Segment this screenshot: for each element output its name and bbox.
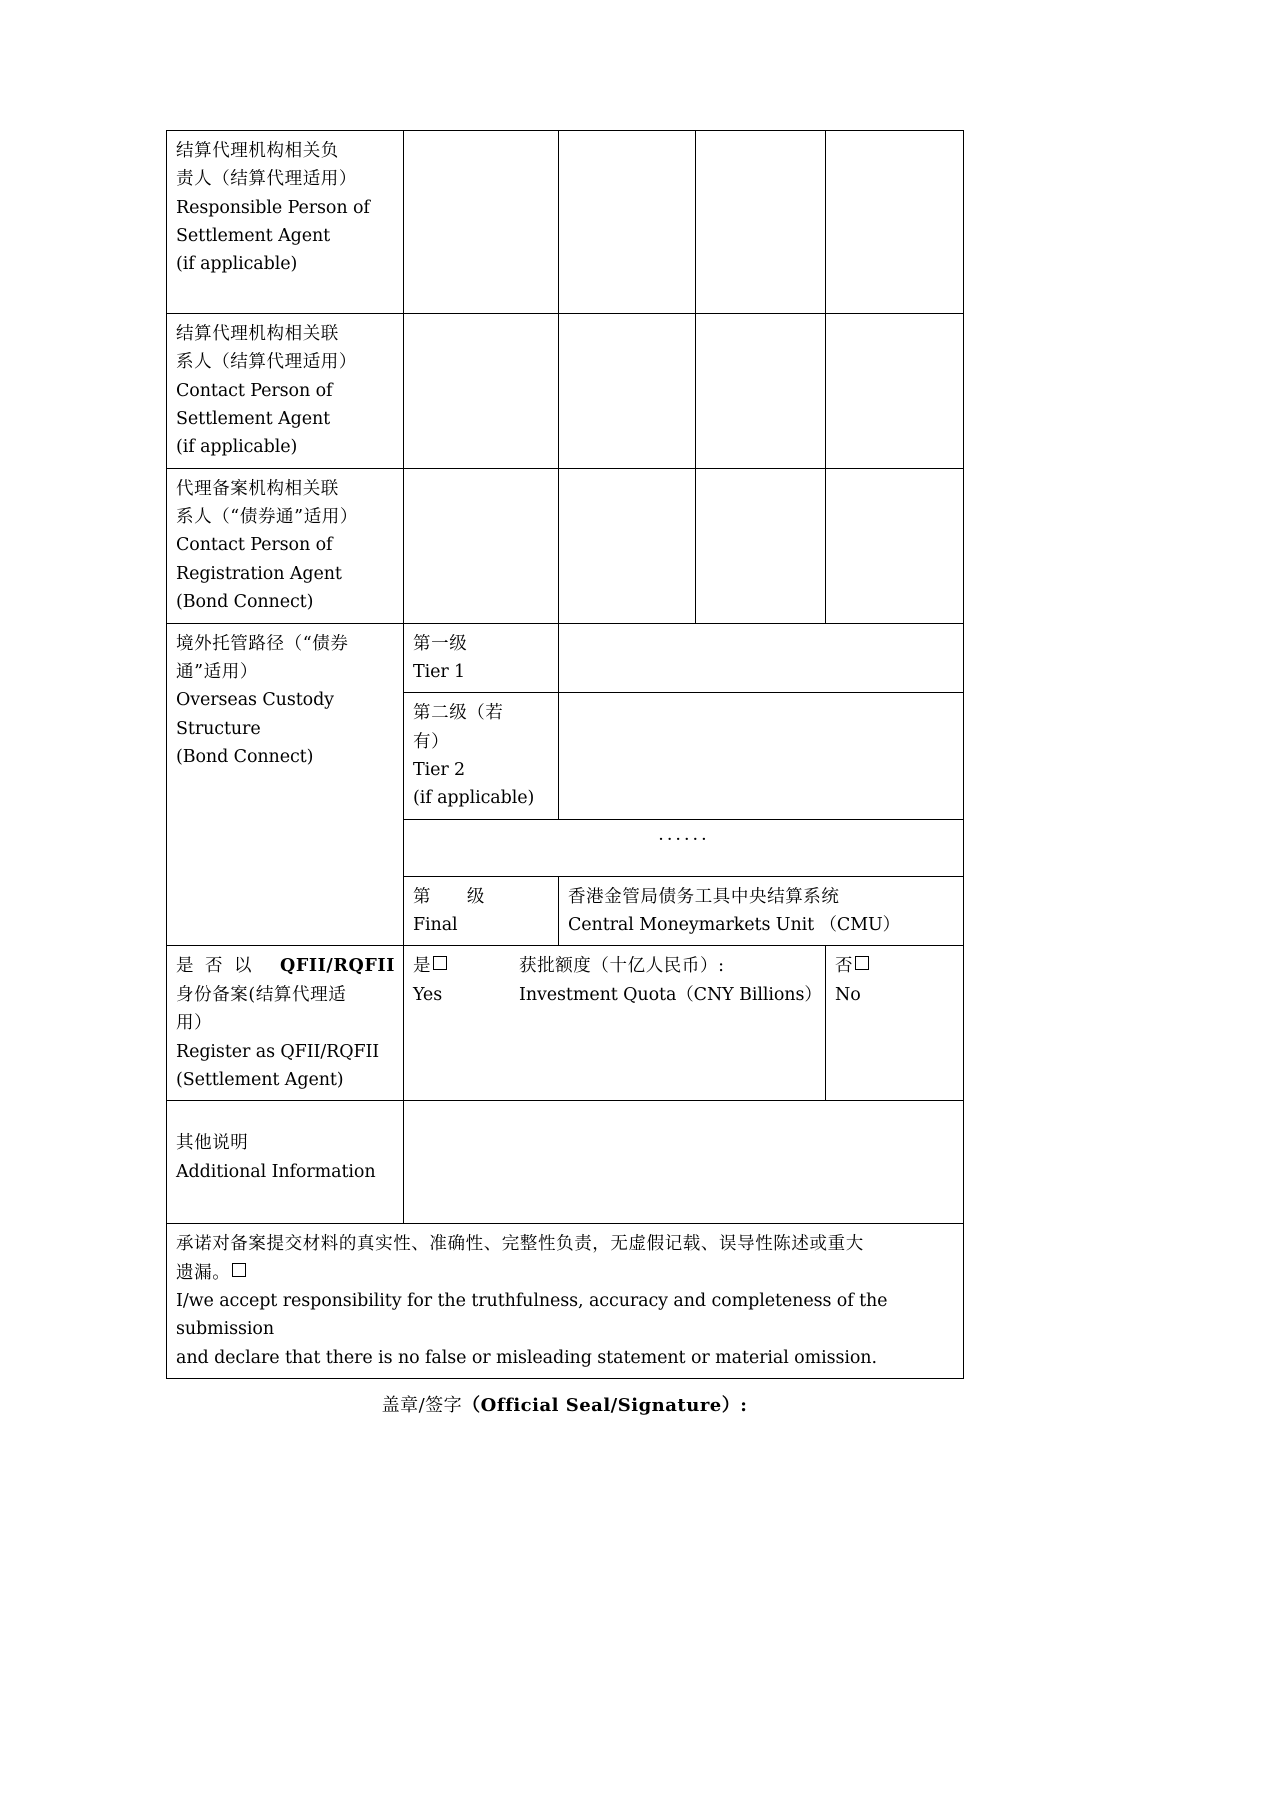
qfii-bold-segment: QFII/RQFII: [279, 956, 395, 977]
label-en-line: Structure: [176, 718, 261, 739]
qfii-no-cell: [826, 946, 964, 1101]
row-label-contact-person-registration-agent: [167, 468, 404, 623]
input-cell[interactable]: [404, 468, 559, 623]
label-cn-line: 境外托管路径（“债券: [176, 633, 349, 654]
tier-label-en: Tier 2: [413, 760, 466, 781]
cmu-name-cn: 香港金管局债务工具中央结算系统: [568, 886, 840, 907]
declaration-checkbox[interactable]: [232, 1263, 246, 1277]
tier-final-label-en: Final: [413, 915, 458, 936]
label-en-line: Contact Person of: [176, 535, 333, 556]
label-en-line: (Bond Connect): [176, 747, 314, 768]
tier-label-cn: 第二级（若: [413, 703, 504, 724]
input-cell[interactable]: [559, 314, 696, 469]
form-container: [166, 130, 963, 1417]
additional-information-input-cell[interactable]: [404, 1101, 964, 1224]
qfii-no-checkbox[interactable]: [855, 956, 869, 970]
qfii-yes-cn: 是: [413, 956, 432, 977]
qfii-no-label-en: No: [835, 984, 861, 1005]
label-en-line: (if applicable): [176, 254, 298, 275]
label-en-line: (Bond Connect): [176, 592, 314, 613]
qfii-quota-label-en: Investment Quota（CNY Billions）: [519, 984, 822, 1005]
tier-1-label: [404, 623, 559, 693]
table-row-qfii: [167, 946, 964, 1101]
tier-final-label: [404, 876, 559, 946]
table-row-custody-tier1: [167, 623, 964, 693]
label-cn-line: 其他说明: [176, 1133, 249, 1154]
label-en-line: (if applicable): [176, 437, 298, 458]
label-en-line: Settlement Agent: [176, 226, 331, 247]
input-cell[interactable]: [826, 314, 964, 469]
qfii-yes-en: Yes: [413, 984, 443, 1005]
row-label-additional-information: [167, 1101, 404, 1224]
tier-final-suffix: 级: [466, 886, 485, 907]
label-cn-line: 系人（“债券通”适用）: [176, 507, 358, 528]
tier-label-cn: 有）: [413, 731, 450, 752]
qfii-yes-row: [413, 952, 822, 1009]
input-cell[interactable]: [404, 314, 559, 469]
tier-2-input-cell[interactable]: [559, 693, 964, 819]
tier-final-label-cn: [413, 883, 485, 911]
label-cn-line: 结算代理机构相关联: [176, 324, 339, 344]
qfii-no-cn: 否: [835, 956, 854, 977]
row-label-responsible-person-settlement-agent: [167, 131, 404, 314]
label-cn-line: 通”适用）: [176, 662, 258, 683]
label-en-line: Additional Information: [176, 1161, 376, 1182]
label-cn-line: [176, 952, 395, 980]
table-row: [167, 314, 964, 469]
tier-ellipsis: ······: [404, 819, 964, 876]
label-en-line: (Settlement Agent): [176, 1069, 344, 1090]
row-label-qfii-rqfii: [167, 946, 404, 1101]
input-cell[interactable]: [559, 468, 696, 623]
seal-label-en: （Official Seal/Signature）:: [462, 1394, 748, 1416]
tier-final-value-cell: [559, 876, 964, 946]
qfii-label-cn-first: 是否以 QFII/RQFII: [176, 956, 395, 977]
qfii-yes-checkbox[interactable]: [433, 956, 447, 970]
declaration-cn-line: [176, 1259, 955, 1287]
tier-2-label: [404, 693, 559, 819]
label-en-line: Register as QFII/RQFII: [176, 1041, 380, 1062]
tier-1-input-cell[interactable]: [559, 623, 964, 693]
input-cell[interactable]: [559, 131, 696, 314]
label-cn-line: 结算代理机构相关负: [176, 141, 339, 161]
qfii-quota-cn: [519, 952, 817, 980]
declaration-cell: [167, 1224, 964, 1379]
tier-label-en: Tier 1: [413, 662, 466, 683]
table-row: [167, 468, 964, 623]
label-cn-line: 身份备案(结算代理适: [176, 984, 347, 1005]
input-cell[interactable]: [826, 131, 964, 314]
input-cell[interactable]: [696, 131, 826, 314]
registration-form-table: [166, 130, 964, 1379]
qfii-yes-label: [413, 952, 505, 980]
label-en-line: Settlement Agent: [176, 409, 331, 430]
cmu-name-en: Central Moneymarkets Unit （CMU）: [568, 915, 901, 936]
label-cn-line: 用）: [176, 1013, 213, 1034]
label-cn-line: 代理备案机构相关联: [176, 478, 339, 499]
input-cell[interactable]: [826, 468, 964, 623]
official-seal-signature-line: [166, 1391, 963, 1417]
qfii-yes-quota-cell: [404, 946, 826, 1101]
declaration-cn-line: 承诺对备案提交材料的真实性、准确性、完整性负责，无虚假记载、误导性陈述或重大: [176, 1234, 864, 1255]
label-en-line: Registration Agent: [176, 563, 342, 584]
table-row-declaration: [167, 1224, 964, 1379]
label-cn-line: 责人（结算代理适用）: [176, 169, 357, 190]
label-en-line: Responsible Person of: [176, 197, 370, 218]
declaration-en-line: and declare that there is no false or misleading statement or material omission.: [176, 1347, 877, 1368]
label-cn-line: 系人（结算代理适用）: [176, 352, 357, 373]
qfii-quota-label-cn: 获批额度（十亿人民币）:: [519, 956, 725, 977]
qfii-quota-en: [519, 981, 822, 1009]
input-cell[interactable]: [696, 468, 826, 623]
row-label-contact-person-settlement-agent: [167, 314, 404, 469]
seal-label-cn: 盖章/签字: [381, 1394, 463, 1416]
table-row-additional-information: [167, 1101, 964, 1224]
tier-label-en-note: (if applicable): [413, 788, 535, 809]
tier-label-cn: 第一级: [413, 633, 468, 654]
qfii-yes-label-en: [413, 981, 505, 1009]
label-en-line: Contact Person of: [176, 380, 333, 401]
input-cell[interactable]: [404, 131, 559, 314]
table-row: [167, 131, 964, 314]
declaration-en-line: I/we accept responsibility for the truthfulness, accuracy and completeness of the submission: [176, 1290, 888, 1340]
input-cell[interactable]: [696, 314, 826, 469]
tier-final-prefix: 第: [413, 886, 467, 907]
qfii-no-label-cn: [835, 952, 955, 980]
declaration-cn-line2-text: 遗漏。: [176, 1262, 231, 1283]
row-label-overseas-custody-structure: [167, 623, 404, 946]
label-en-line: Overseas Custody: [176, 690, 334, 711]
